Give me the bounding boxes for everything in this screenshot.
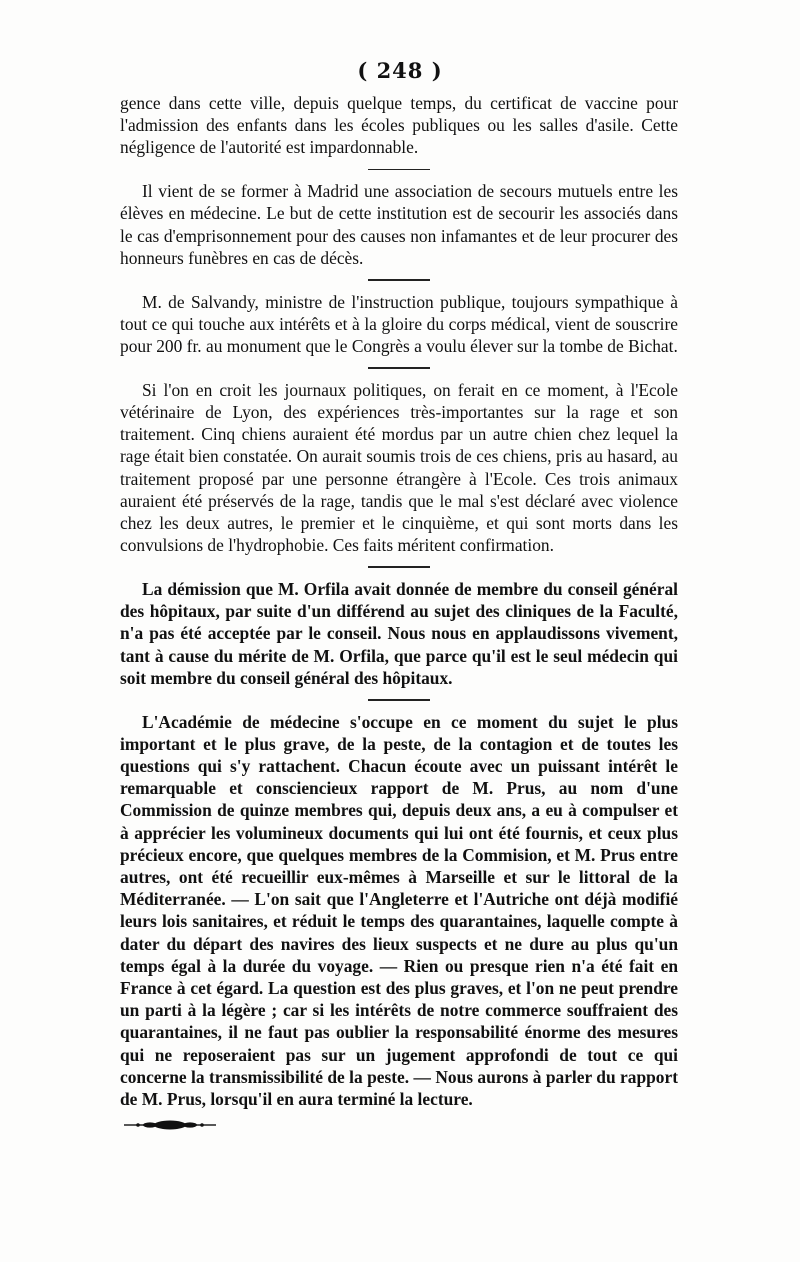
paragraph-rabies-lyon: Si l'on en croit les journaux politiques, on ferait en ce moment, à l'Ecole vétérinaire de Lyon, des expériences très-importantes sur la rage et son traitement. Cinq chiens auraient été mordus par un autre chien chez lequel la rage était bien constatée. On aurait soumis trois de ces chiens, pris au hasard, au traitement proposé par une personne étrangère à l'Ecole. Ces trois animaux auraient été préservés de la rage, tandis que le mal s'est déclaré avec violence chez les deux autres, le premier et le cinquième, et qui sont morts dans les convulsions de l'hydrophobie. Ces faits méritent confirmation. xyxy=(120,379,678,556)
paragraph-vaccine: gence dans cette ville, depuis quelque temps, du certificat de vaccine pour l'admission des enfants dans les écoles publiques ou les salles d'asile. Cette négligence de l'autorité est impardonnable. xyxy=(120,93,678,158)
body-text xyxy=(120,92,678,1138)
paragraph-salvandy: M. de Salvandy, ministre de l'instruction publique, toujours sympathique à tout ce qui touche aux intérêts et à la gloire du corps médical, vient de souscrire pour 200 fr. au monument que le Congrès a voulu élever sur la tombe de Bichat. xyxy=(120,291,678,357)
end-ornament-icon xyxy=(120,1118,220,1132)
paragraph-madrid-association: Il vient de se former à Madrid une association de secours mutuels entre les élèves en médecine. Le but de cette institution est de secourir les associés dans le cas d'emprisonnement pour des causes non infamantes et de leur procurer des honneurs funèbres en cas de décès. xyxy=(120,181,678,268)
paragraph-orfila: La démission que M. Orfila avait donnée de membre du conseil général des hôpitaux, par suite d'un différend au sujet des cliniques de la Faculté, n'a pas été acceptée par le conseil. Nous nous en applaudissons vivement, tant à cause du mérite de M. Orfila, que parce qu'il est le seul médecin qui soit membre du conseil général des hôpitaux. xyxy=(120,579,678,688)
section-divider xyxy=(368,367,430,369)
paragraph-academie-peste: L'Académie de médecine s'occupe en ce moment du sujet le plus important et le plus grave, de la peste, de la contagion et de toutes les questions qui s'y rattachent. Chacun écoute avec un puissant intérêt le remarquable et consciencieux rapport de M. Prus, au nom d'une Commission de quinze membres qui, depuis deux ans, a eu à compulser et à apprécier les volumineux documents qui lui ont été fournis, et ceux plus précieux encore, que quelques membres de la Commision, et M. Prus entre autres, ont été recueillir eux-mêmes à Marseille et sur le littoral de la Méditerranée. — L'on sait que l'Angleterre et l'Autriche ont déjà modifié leurs lois sanitaires, et réduit le temps des quarantaines, laquelle compte à dater du départ des navires des lieux suspects et ne dure au plus qu'un temps égal à la durée du voyage. — Rien ou presque rien n'a été fait en France à cet égard. La question est des plus graves, et l'on ne peut prendre un parti à la légère ; car si les intérêts de notre commerce souffraient des quarantaines, il ne faut pas oublier la responsabilité énorme des mesures qui ne reposeraient pas sur un jugement approfondi de tout ce qui concerne la transmissibilité de la peste. — Nous aurons à parler du rapport de M. Prus, lorsqu'il en aura terminé la lecture. xyxy=(120,711,678,1110)
section-divider xyxy=(368,699,430,701)
section-divider xyxy=(368,279,430,281)
page-number: ( 248 ) xyxy=(357,58,443,83)
section-divider xyxy=(368,169,430,171)
section-divider xyxy=(368,566,430,568)
